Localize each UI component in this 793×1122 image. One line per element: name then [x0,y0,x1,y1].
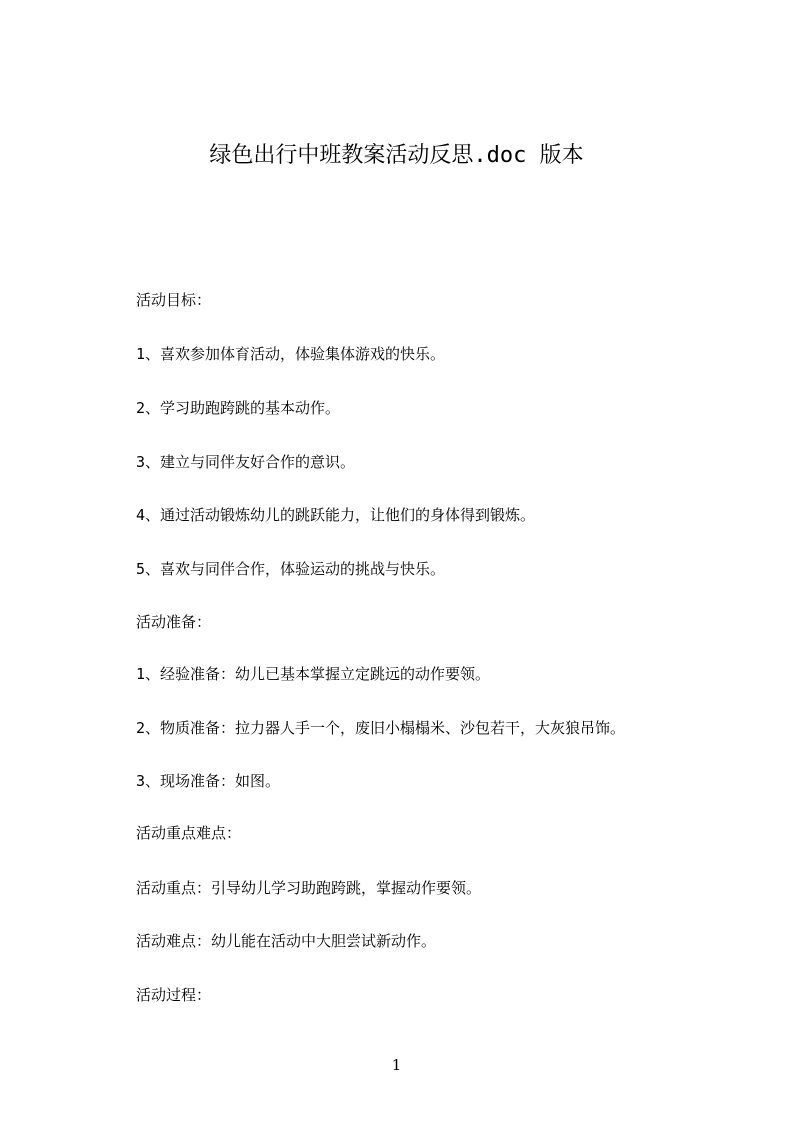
preparation-item-1: 1、经验准备：幼儿已基本掌握立定跳远的动作要领。 [136,665,491,683]
section-heading-key-points: 活动重点难点： [136,824,242,842]
document-title: 绿色出行中班教案活动反思.doc 版本 [209,143,584,168]
preparation-item-2: 2、物质准备：拉力器人手一个，废旧小榻榻米、沙包若干，大灰狼吊饰。 [136,719,626,737]
key-point: 活动重点：引导幼儿学习助跑跨跳，掌握动作要领。 [136,879,482,897]
goal-item-2: 2、学习助跑跨跳的基本动作。 [136,399,341,417]
section-heading-goals: 活动目标： [136,291,212,309]
goal-item-3: 3、建立与同伴友好合作的意识。 [136,453,356,471]
goal-item-4: 4、通过活动锻炼幼儿的跳跃能力，让他们的身体得到锻炼。 [136,506,536,524]
difficult-point: 活动难点：幼儿能在活动中大胆尝试新动作。 [136,932,437,950]
goal-item-5: 5、喜欢与同伴合作，体验运动的挑战与快乐。 [136,560,446,578]
preparation-item-3: 3、现场准备：如图。 [136,772,281,790]
goal-item-1: 1、喜欢参加体育活动，体验集体游戏的快乐。 [136,345,446,363]
section-heading-process: 活动过程： [136,986,212,1004]
page-number: 1 [391,1056,402,1074]
section-heading-preparation: 活动准备： [136,613,212,631]
